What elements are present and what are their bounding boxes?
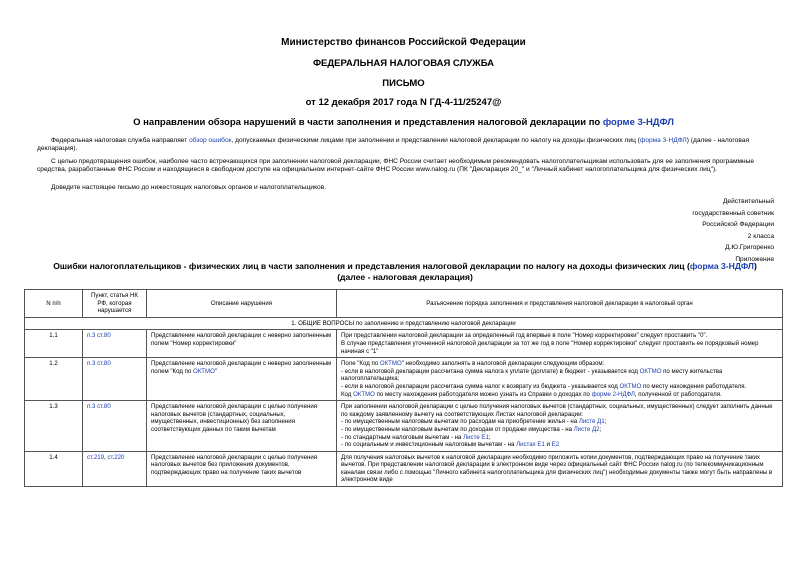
oktmo-link[interactable]: ОКТМО [192,367,215,375]
row-article [83,330,147,358]
errors-review-link[interactable]: обзор ошибок [189,137,232,144]
table-header-row [25,290,783,318]
explanation-line [341,391,778,399]
oktmo-link[interactable]: ОКТМО [639,367,662,375]
row-description: Представление налоговой декларации с целью получения налоговых вычетов (стандартных, социальных, имущественных, инвестиционных) без заполнения соответствующих данных по таким вычетам [147,401,337,452]
table-row [25,330,783,358]
oktmo-link[interactable]: ОКТМО [619,382,642,390]
article-link[interactable]: ст.219 [87,453,105,461]
row-number: 1.3 [25,401,83,452]
signature-line: государственный советник [692,209,774,217]
exp-text: Код [341,390,354,398]
explanation-line [341,434,778,442]
desc-text: Представление налоговой декларации с неверно заполненным полем "Код по [151,360,332,375]
row-description: Представление налоговой декларации с неверно заполненным полем "Номер корректировки" [147,330,337,358]
exp-text: по месту жительства налогоплательщика; [341,367,723,383]
p1-text-b: , допускаемых физическими лицами при заполнении и представлении налоговой декларации по налогу на доходы физических лиц ( [231,137,640,144]
col-header-article: Пункт, статья НК РФ, которая нарушается [83,290,147,318]
exp-text: и [544,441,552,449]
col-header-num: N п/п [25,290,83,318]
exp-text: " необходимо заполнять в налоговой декларации следующим образом: [401,360,605,368]
appendix-title [20,261,790,283]
table-section-row [25,317,783,330]
p1-text-c: ) (далее - налоговая декларация). [37,137,750,152]
row-article [83,451,147,486]
row-description [147,358,337,401]
exp-text: ; [604,418,607,426]
ministry-name: Министерство финансов Российской Федерации [281,37,526,48]
doc-date-number: от 12 декабря 2017 года N ГД-4-11/25247@ [305,97,502,108]
appendix-title-text: Ошибки налогоплательщиков - физических лиц в части заполнения и представления налоговой декларации по налогу на доходы физических лиц ( [53,261,690,271]
explanation-line [341,368,778,383]
appendix-label: Приложение [735,255,774,263]
explanation-line: При заполнении налоговой декларации с целью получения налоговых вычетов (стандартных, социальных, имущественных) следует заполнить данные по каждому заявленному вычету на соответствующих Листах налоговой декларации: [341,403,773,418]
article-separator: , [104,453,108,461]
signature-line: Российской Федерации [702,221,774,228]
row-article [83,358,147,401]
signatory-name: Д.Ю.Григоренко [725,244,774,251]
signature-block [692,196,774,265]
row-article [83,401,147,452]
col-header-description: Описание нарушения [147,290,337,318]
signature-line: Действительный [722,198,774,205]
exp-text: - по имущественным налоговым вычетам по доходам от продажи имущества - на [341,425,574,433]
row-number: 1.1 [25,330,83,358]
paragraph-3: Доведите настоящее письмо до нижестоящих налоговых органов и налогоплательщиков. [51,184,327,191]
exp-text: - если в налоговой декларации рассчитана сумма налога к уплате (доплате) в бюджет - указывается код [341,367,640,375]
table-row [25,451,783,486]
oktmo-link[interactable]: ОКТМО [353,390,375,398]
exp-text: ; [488,433,491,441]
doc-title-text: О направлении обзора нарушений в части заполнения и представления налоговой декларации по [133,117,603,128]
exp-text: по месту нахождения работодателя. [641,382,747,390]
oktmo-link[interactable]: ОКТМО [379,360,402,368]
row-explanation: Для получения налоговых вычетов к налоговой декларации необходимо приложить копии документов, подтверждающих право на получение таких вычетов. При представлении налоговой декларации в электронном виде через официальный сайт ФНС России nalog.ru (по телекоммуникационным каналам связи либо с помощью "Личного кабинета налогоплательщика для физических лиц") необходимые документы также могут быть направлены в электронном виде [337,451,783,486]
doc-title [0,117,807,128]
service-name: ФЕДЕРАЛЬНАЯ НАЛОГОВАЯ СЛУЖБА [312,58,495,69]
exp-text: , полученной от работодателя. [634,390,722,398]
table-row [25,401,783,452]
exp-text: - по социальным и инвестиционным налоговым вычетам - на [341,441,517,449]
exp-text: ; [599,425,602,433]
appendix-form-link[interactable]: форма 3-НДФЛ [689,261,754,271]
explanation-line [341,441,778,449]
explanation-line: В случае представления уточненной налоговой декларации за тот же год в поле "Номер корректировки" следует проставить ее порядковый номер начиная с "1" [341,339,759,355]
form-2ndfl-link[interactable]: форме 2-НДФЛ [591,390,635,398]
explanation-line: При представлении налоговой декларации за определенный год впервые в поле "Номер корректировки" следует проставить "0". [341,332,708,340]
col-header-explanation: Разъяснение порядка заполнения и представления налоговой декларации в налоговый орган [337,290,783,318]
row-explanation [337,330,783,358]
paragraph-2: С целью предотвращения ошибок, наиболее часто встречающихся при заполнении налоговой декларации, ФНС России считает необходимым рекомендовать налогоплательщикам использовать для ее заполнения программные средства, разработанные ФНС России и находящиеся в свободном доступе на официальном интернет-сайте ФНС России www.nalog.ru (ПК "Декларация 20_" и "Личный кабинет налогоплательщика для физических лиц"). [37,158,755,173]
form-3ndfl-link[interactable]: форме 3-НДФЛ [602,117,674,128]
article-link[interactable]: п.3 ст.80 [87,332,111,340]
explanation-line [341,426,778,434]
sheet-d1-link[interactable]: Листе Д1 [578,418,605,426]
exp-text: - по имущественным налоговым вычетам по расходам на приобретение жилья - на [341,418,579,426]
row-description: Представление налоговой декларации с целью получения налоговых вычетов без приложения документов, подтверждающих право на получение таких вычетов [147,451,337,486]
exp-text: - по стандартным налоговым вычетам - на [341,433,464,441]
explanation-line [341,418,778,426]
doc-type: ПИСЬМО [382,78,425,89]
desc-text: " [214,367,217,375]
row-explanation [337,401,783,452]
exp-text: - если в налоговой декларации рассчитана сумма налог к возврату из бюджета - указывается код [341,382,620,390]
paragraph-1 [37,137,777,153]
article-link[interactable]: п.3 ст.80 [87,403,111,411]
exp-text: Поле "Код по [341,360,380,368]
row-number: 1.4 [25,451,83,486]
article-link[interactable]: ст.220 [107,453,125,461]
sheet-e2-link[interactable]: Е2 [551,441,560,449]
form-link[interactable]: форма 3-НДФЛ [639,137,687,144]
appendix-subtitle: (далее - налоговая декларация) [337,272,473,282]
sheets-e1-link[interactable]: Листах Е1 [516,441,545,449]
p1-text-a: Федеральная налоговая служба направляет [51,137,190,144]
appendix-title-close: ) [753,261,757,271]
signature-line: 2 класса [747,232,774,240]
section-heading: 1. ОБЩИЕ ВОПРОСЫ по заполнению и представлению налоговой декларации [25,317,783,330]
table-row [25,358,783,401]
explanation-line [341,360,778,368]
article-link[interactable]: п.3 ст.80 [87,360,111,368]
row-number: 1.2 [25,358,83,401]
sheet-e1-link[interactable]: Листе Е1 [463,433,489,441]
errors-table [24,289,783,487]
row-explanation [337,358,783,401]
explanation-line [341,383,778,391]
exp-text: по месту нахождения работодателя можно узнать из Справки о доходах по [374,390,592,398]
sheet-d2-link[interactable]: Листе Д2 [573,425,600,433]
